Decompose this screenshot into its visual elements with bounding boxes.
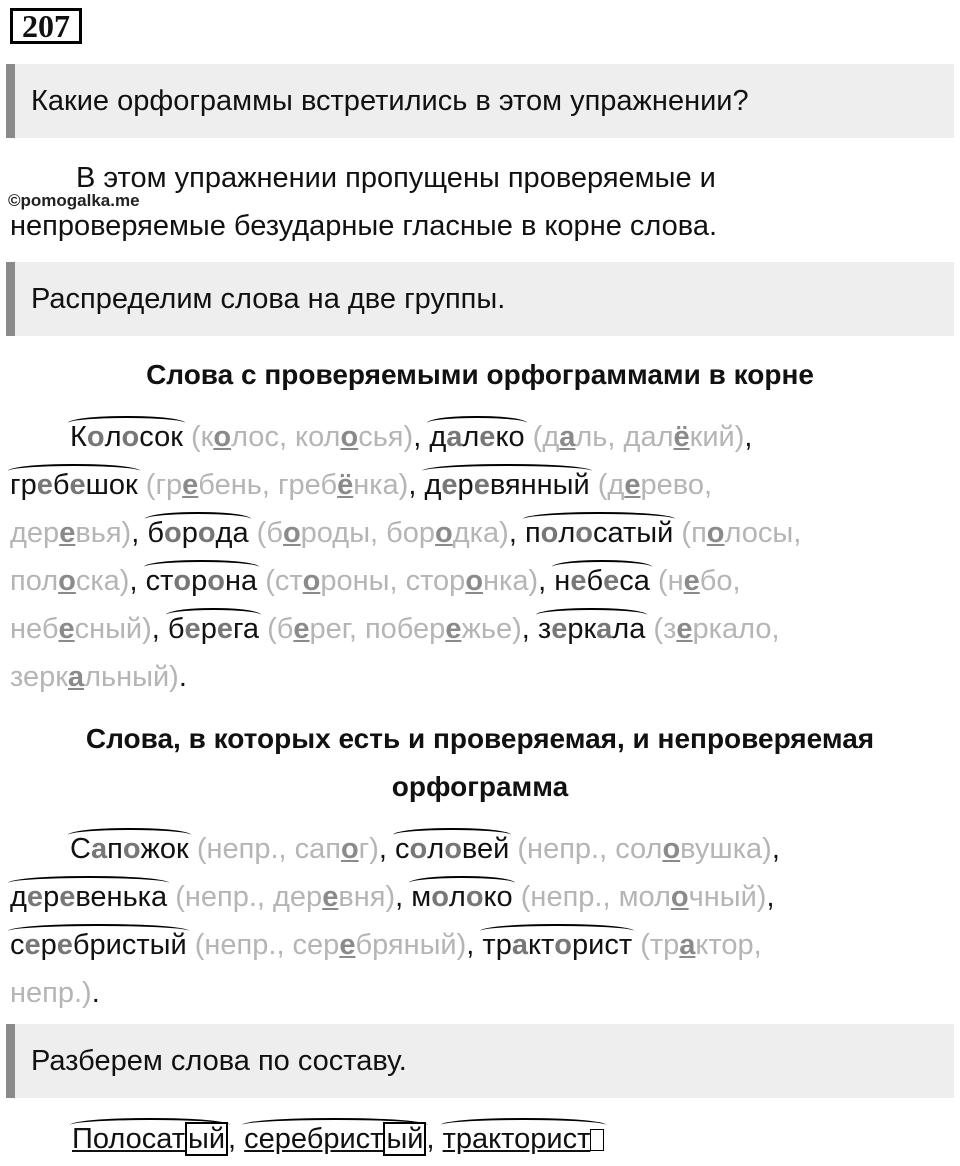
question-3-text: Разберем слова по составу. [31,1044,407,1077]
group1-line-3: деревья), борода (бороды, бородка), полосатый (полосы, [10,516,801,550]
group2-line-4: непр.). [10,977,100,1009]
question-bar-2 [6,262,954,336]
heading-checked-words: Слова с проверяемыми орфограммами в корне [146,359,814,390]
group1-line-2: гребешок (гребень, гребёнка), деревянный (дерево, [10,468,712,502]
morph-word-2: серебрист ый [244,1122,426,1156]
morph-word-1: Полосат ый [72,1122,228,1156]
exercise-number: 207 [10,8,82,44]
group2-line-2: деревенька (непр., деревня), молоко (непр., молочный), [10,880,775,914]
answer-1-line-2: непроверяемые безударные гласные в корне слова. [10,210,718,242]
group1-line-1: Колосок (колос, колосья), далеко (даль, далёкий), [70,420,752,454]
answer-1-line-1: В этом упражнении пропущены проверяемые и [76,162,716,194]
heading-mixed-words-2: орфограмма [391,771,569,802]
question-2-text: Распределим слова на две группы. [31,282,506,315]
question-bar-3 [6,1024,954,1098]
group1-line-4: полоска), сторона (стороны, сторонка), небеса (небо, [10,564,741,598]
watermark-text: ©pomogalka.me [8,191,140,210]
group2-line-1: Сапожок (непр., сапог), соловей (непр., соловушка), [70,832,780,866]
group1-line-6: зеркальный). [10,661,187,693]
group2-line-3: серебристый (непр., серебряный), тракторист (трактор, [10,928,762,962]
question-1-text: Какие орфограммы встретились в этом упражнении? [31,84,749,117]
question-bar-1 [6,64,954,138]
morph-word-3: тракторист [443,1122,605,1156]
heading-mixed-words-1: Слова, в которых есть и проверяемая, и непроверяемая [85,723,875,754]
group1-line-5: небесный), берега (берег, побережье), зеркала (зеркало, [10,612,780,646]
morph-analysis-line: Полосат ый , серебрист ый , тракторист [72,1122,604,1156]
